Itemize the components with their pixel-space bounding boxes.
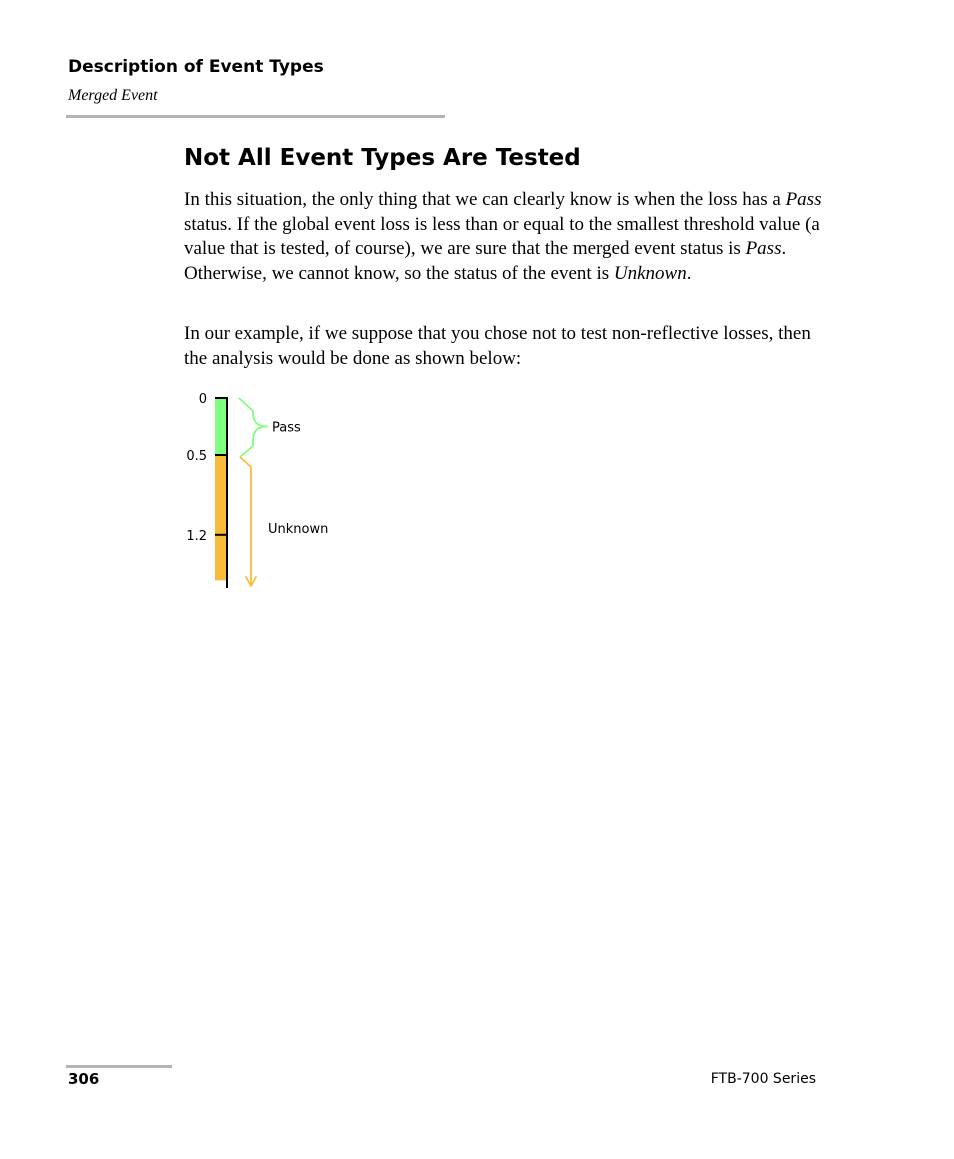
tick-label: 1.2: [186, 528, 207, 544]
pass-term: Pass: [745, 238, 782, 260]
unknown-arrow-line: [240, 457, 251, 584]
paragraph-text: In this situation, the only thing that we can clearly know is when the loss has a: [184, 189, 786, 210]
zone-bar-unknown: [215, 455, 227, 580]
header-divider: [66, 115, 445, 118]
paragraph-text: status. If the global event loss is less than or equal to the smallest threshold value (a value that is tested, of course), we are sure that the merged event status is: [184, 213, 820, 260]
paragraph-example: In our example, if we suppose that you chose not to test non-reflective losses, then the analysis would be done as shown below:: [184, 323, 811, 369]
tick-label: 0.5: [186, 449, 207, 464]
paragraph-text: . Otherwise, we cannot know, so the status of the event is: [184, 238, 787, 284]
product-series: FTB-700 Series: [710, 1071, 816, 1087]
pass-term: Pass: [785, 189, 822, 210]
threshold-diagram: [170, 388, 370, 598]
zone-bar-pass: [215, 398, 227, 455]
unknown-zone-label: Unknown: [268, 521, 329, 537]
section-heading: Not All Event Types Are Tested: [184, 145, 581, 171]
running-header-title: Description of Event Types: [68, 57, 324, 77]
page-number: 306: [68, 1070, 100, 1088]
paragraph-pass-status: [184, 188, 824, 286]
tick-label: 0: [198, 392, 207, 407]
pass-brace: [239, 398, 267, 457]
footer-divider: [66, 1065, 172, 1068]
running-header-subtitle: Merged Event: [68, 87, 158, 104]
pass-zone-label: Pass: [272, 420, 301, 436]
paragraph-text: .: [686, 262, 692, 284]
unknown-term: Unknown: [613, 262, 687, 284]
